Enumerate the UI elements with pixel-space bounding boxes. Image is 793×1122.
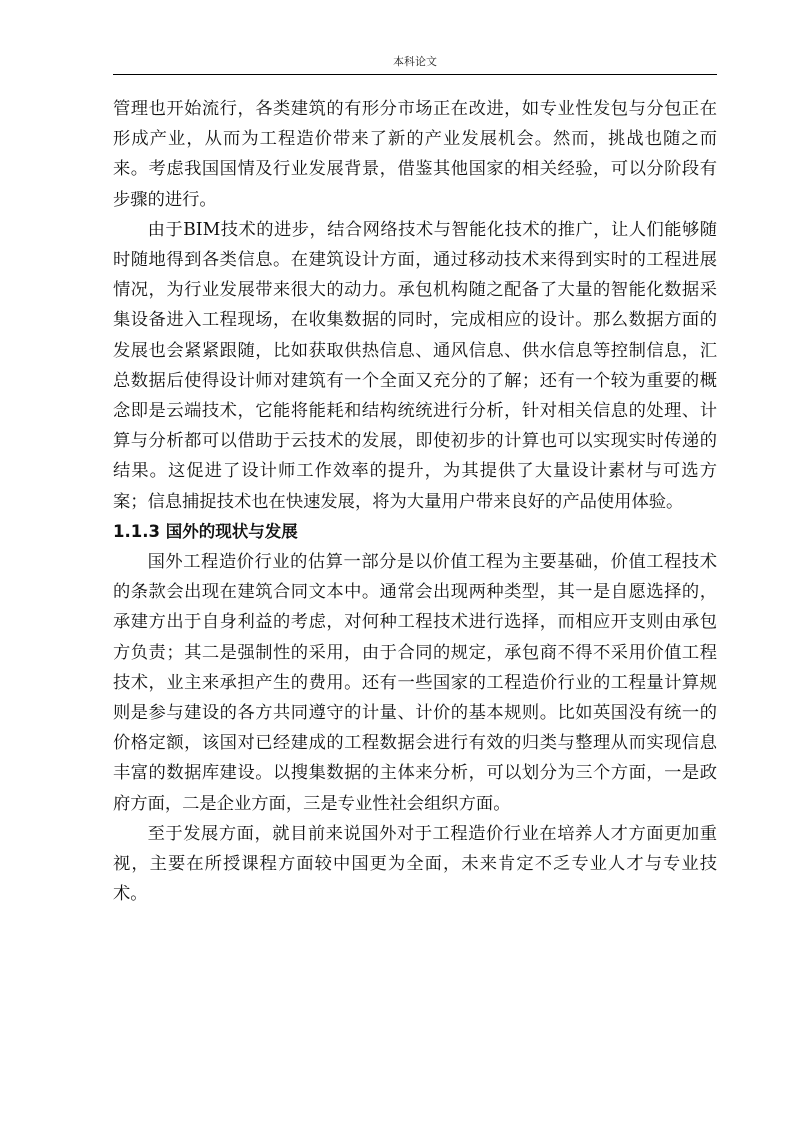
page-header-title: 本科论文 (393, 55, 437, 68)
body-paragraph-1: 管理也开始流行，各类建筑的有形分市场正在改进，如专业性发包与分包正在形成产业，从而为工程造价带来了新的产业发展机会。然而，挑战也随之而来。考虑我国国情及行业发展背景，借鉴其他国家的相关经验，可以分阶段有步骤的进行。 (113, 99, 717, 210)
body-paragraph-4: 至于发展方面，就目前来说国外对于工程造价行业在培养人才方面更加重视，主要在所授课程方面较中国更为全面，未来肯定不乏专业人才与专业技术。 (113, 823, 717, 905)
section-heading: 1.1.3 国外的现状与发展 (113, 521, 298, 541)
header-divider (113, 74, 717, 75)
body-paragraph-3: 国外工程造价行业的估算一部分是以价值工程为主要基础，价值工程技术的条款会出现在建筑合同文本中。通常会出现两种类型，其一是自愿选择的，承建方出于自身利益的考虑，对何种工程技术进行选择，而相应开支则由承包方负责；其二是强制性的采用，由于合同的规定，承包商不得不采用价值工程技术，业主来承担产生的费用。还有一些国家的工程造价行业的工程量计算规则是参与建设的各方共同遵守的计量、计价的基本规则。比如英国没有统一的价格定额，该国对已经建成的工程数据会进行有效的归类与整理从而实现信息丰富的数据库建设。以搜集数据的主体来分析，可以划分为三个方面，一是政府方面，二是企业方面，三是专业性社会组织方面。 (113, 552, 717, 814)
body-paragraph-2: 由于BIM技术的进步，结合网络技术与智能化技术的推广，让人们能够随时随地得到各类信息。在建筑设计方面，通过移动技术来得到实时的工程进展情况，为行业发展带来很大的动力。承包机构随之配备了大量的智能化数据采集设备进入工程现场，在收集数据的同时，完成相应的设计。那么数据方面的发展也会紧紧跟随，比如获取供热信息、通风信息、供水信息等控制信息，汇总数据后使得设计师对建筑有一个全面又充分的了解；还有一个较为重要的概念即是云端技术，它能将能耗和结构统统进行分析，针对相关信息的处理、计算与分析都可以借助于云技术的发展，即使初步的计算也可以实现实时传递的结果。这促进了设计师工作效率的提升，为其提供了大量设计素材与可选方案；信息捕捉技术也在快速发展，将为大量用户带来良好的产品使用体验。 (113, 219, 717, 512)
page-body (113, 94, 717, 909)
